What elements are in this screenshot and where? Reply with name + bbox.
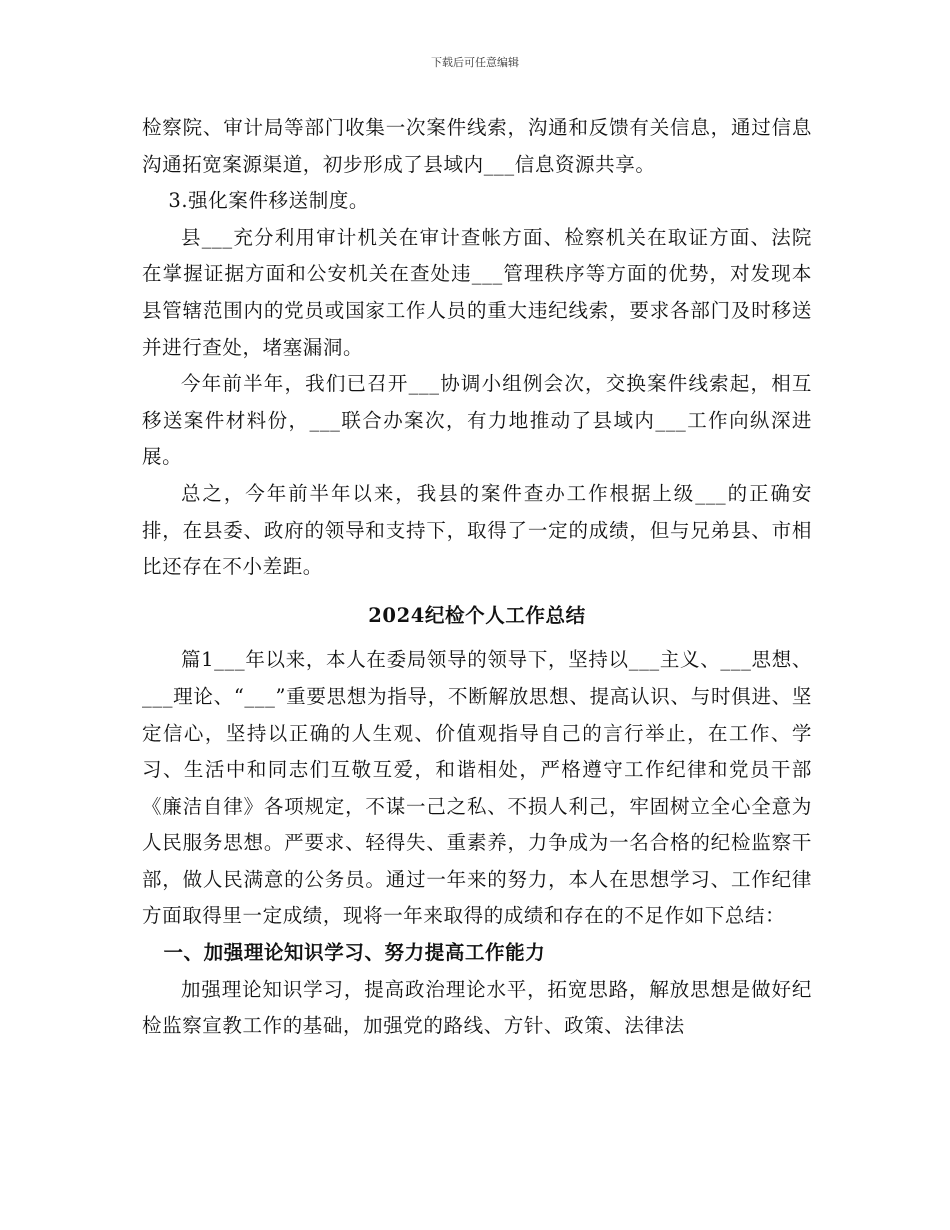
paragraph: 检察院、审计局等部门收集一次案件线索，沟通和反馈有关信息，通过信息沟通拓宽案源渠道，初步形成了县域内___信息资源共享。 <box>142 116 812 176</box>
paragraph: 总之，今年前半年以来，我县的案件查办工作根据上级___的正确安排，在县委、政府的领导和支持下，取得了一定的成绩，但与兄弟县、市相比还存在不小差距。 <box>142 481 812 579</box>
document-title: 2024纪检个人工作总结 <box>368 603 586 627</box>
list-item-heading: 3.强化案件移送制度。 <box>168 189 370 213</box>
paragraph: 县___充分利用审计机关在审计查帐方面、检察机关在取证方面、法院在掌握证据方面和公安机关在查处违___管理秩序等方面的优势，对发现本县管辖范围内的党员或国家工作人员的重大违纪线索，要求各部门及时移送并进行查处，堵塞漏洞。 <box>142 225 812 359</box>
section-heading: 一、加强理论知识学习、努力提高工作能力 <box>163 941 546 965</box>
paragraph: 今年前半年，我们已召开___协调小组例会次，交换案件线索起，相互移送案件材料份，___联合办案次，有力地推动了县域内___工作向纵深进展。 <box>142 372 812 469</box>
page-header-note: 下载后可任意编辑 <box>431 56 519 69</box>
paragraph: 加强理论知识学习，提高政治理论水平，拓宽思路，解放思想是做好纪检监察宣教工作的基础，加强党的路线、方针、政策、法律法 <box>142 977 812 1038</box>
document-body <box>142 110 812 1045</box>
paragraph: 篇1___年以来，本人在委局领导的领导下，坚持以___主义、___思想、___理论、“___”重要思想为指导，不断解放思想、提高认识、与时俱进、坚定信心，坚持以正确的人生观、价值观指导自己的言行举止，在工作、学习、生活中和同志们互敬互爱，和谐相处，严格遵守工作纪律和党员干部《廉洁自律》各项规定，不谋一己之私、不损人利己，牢固树立全心全意为人民服务思想。严要求、轻得失、重素养，力争成为一名合格的纪检监察干部，做人民满意的公务员。通过一年来的努力，本人在思想学习、工作纪律方面取得里一定成绩，现将一年来取得的成绩和存在的不足作如下总结： <box>142 648 812 928</box>
